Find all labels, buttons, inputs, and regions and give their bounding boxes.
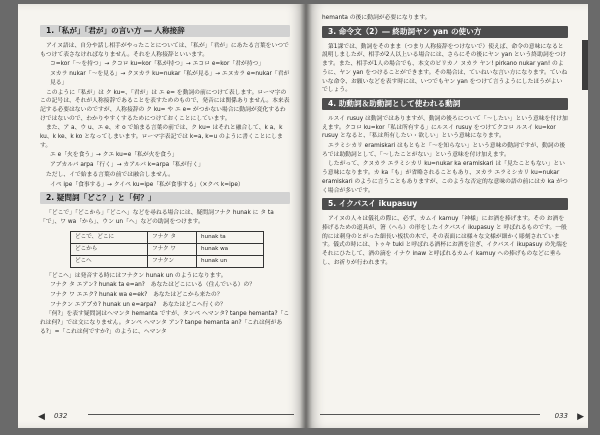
footer-rule	[88, 414, 294, 415]
section-heading-bar	[322, 98, 568, 110]
page-number: 032	[54, 412, 68, 420]
section-heading: 3. 命令文（2）― 終助詞ヤン yan の使い方	[328, 26, 482, 36]
paragraph: ルスイ rusuy は動詞ではありますが、動詞の後ろについて「～したい」という意味を付け加えます。クコロ ku=kor「私は所有する」にルスイ rusuy をつけてクコロ ルスイ ku=kor rusuy となると、「私は所有したい・欲しい」という意味になります。	[322, 115, 568, 140]
example-line: フナク ワ エエク? hunak wa e=ek? あなたはどこから来たの？	[50, 292, 223, 299]
left-page	[18, 4, 306, 428]
paragraph: アイヌの人々は儀礼の際に、必ず、カムイ kamuy「神様」にお酒を捧げます。その お酒を捧げるための道具が、箸（へら）の形をしたイクパスイ ikupasuy と 呼ばれるものです。一般的には刺身のとがった細長い板状の木で、その表面には様々な文様が細かく彫刻されています。儀式の時には、トゥキ tuki と呼ばれる酒杯にお酒を注ぎ、イクパスイ ikupasuy の先端をそれにひたして、酒の滴を イナウ inaw と呼ばれるカムイ kamuy への捧げものなどに垂らし、お祈りが行われます。	[322, 216, 568, 266]
question-word-table	[70, 231, 264, 268]
section-heading: 5. イクパスイ ikupasuy	[328, 199, 418, 209]
table-cell: フナク タ	[148, 231, 197, 243]
right-page	[306, 4, 588, 428]
thumb-index-tab	[582, 40, 588, 90]
paragraph: hemanta の後に動詞が必要になります。	[322, 15, 431, 21]
table-cell: どこから	[71, 243, 148, 255]
left-page-content	[40, 22, 290, 338]
footer-rule	[320, 414, 540, 415]
book-gutter-shadow	[300, 4, 312, 428]
table-cell: フナクン	[148, 255, 197, 267]
paragraph: ただし、イで始まる言葉の前では融合しません。	[46, 171, 174, 178]
table-cell: どこへ	[71, 255, 148, 267]
paragraph: エラミシカリ eramiskari はもともと「～を知らない」という意味の動詞ですが、動詞の後ろでは助動詞として、「～したことがない」という意味を付け加えます。	[322, 143, 566, 158]
example-line: エ e「火を食う」→ クエ ku=e「私が火を食う」	[50, 152, 178, 159]
section-heading-bar	[322, 26, 568, 38]
section-heading: 4. 助動詞＆助動詞として使われる動詞	[328, 98, 461, 108]
table-cell: フナク ワ	[148, 243, 197, 255]
table-row	[71, 255, 264, 267]
section-heading: 2. 疑問詞「どこ？」と「何？」	[46, 193, 156, 203]
table-cell: hunak wa	[197, 243, 264, 255]
page-number: 033	[554, 412, 568, 420]
table-row	[71, 231, 264, 243]
paragraph: 「どこで」「どこから」「どこへ」などを尋ねる場合には、疑問詞フナク hunak に タ ta「で」、ワ wa「から」、ウン un「へ」などの助詞をつけます。	[40, 210, 274, 225]
example-line: フナク タ エアン? hunak ta e=an? あなたはどこにいる（住んでいる）の？	[50, 282, 256, 289]
section-heading-bar	[40, 25, 290, 37]
table-row	[71, 243, 264, 255]
example-line: ヌカラ nukar「～を見る」→ クヌカラ ku=nukar「私が見る」→ エヌカラ e=nukar「君が見る」	[50, 71, 290, 86]
example-line: フナクン エアプカ? hunak un e=arpa? あなたはどこへ行くの？	[50, 301, 226, 308]
section-heading: 1.「私が」「君が」の言い方 ― 人称接辞	[46, 26, 185, 35]
section-heading-bar	[40, 192, 290, 204]
right-page-content	[322, 14, 568, 268]
table-cell: どこで、どこに	[71, 231, 148, 243]
paragraph: このように「私が」は ク ku=、「君が」は エ e= を動詞の前につけて表します。ローマ字のこの記号は、それが人称接辞であることを表すためのもので、発音には関係ありません。本来表記する必要はないのですが、人称接辞の ク ku= や エ e= がつかない場合に動詞が変化するわけではないので、わかりやすくするためにつけておくことにしています。	[40, 89, 290, 122]
paragraph: また、ア a、ウ u、エ e、オ o で始まる言葉の前では、ク ku= はそれと融合して、k a、k ku、k ke、k ko となってしまいます。ローマ字表記では k=a, k=u のように書くことにします。	[40, 125, 283, 149]
table-cell: hunak ta	[197, 231, 264, 243]
paragraph: 「どこへ」は発音する時にはフナクン hunak un のようになります。	[46, 272, 227, 279]
example-line: イペ ipe「食事する」→ クイペ ku=ipe「私が食事する」（×クペ k=ipe）	[50, 181, 244, 188]
example-line: コ=kor「～を持つ」→ クコロ ku=kor「私が持つ」→ エコロ e=kor「君が持つ」	[50, 61, 265, 68]
right-arrow-icon: ▶	[577, 412, 584, 422]
table-cell: hunak un	[197, 255, 264, 267]
paragraph: 第1課では、動詞をそのまま（つまり人称接辞をつけないで）使えば、命令の意味になると説明しましたが、相手が2人以上いる場合には、さらにその後にヤン yan という終助詞をつけます。また、相手が1人の場合でも、本文のピリカノ ヌカラ ヤン! pirkano nukar yan! のように、ヤン yan をつけることができます。その場合は、ていねいな言い方になります。ていねいな命令、お願いなどを表す時には、いつでもヤン yan をつけて言うようにしたほうがよいでしょう。	[322, 43, 568, 94]
paragraph: アイヌ語は、自分や話し相手がやったことについては、「私が」「君が」にあたる言葉をいつでもつけて表さなければなりません。それを人称接辞といいます。	[40, 43, 289, 58]
paragraph: したがって、クヌカラ エラミシカリ ku=nukar ka eramiskari は「見たこともない」という意味になります。カ ka「も」が省略されることもあり、ヌカラ エラミシカリ ku=nukar eramiskari のように言うこともありますが、このような否定的な意味の語の前にはカ ka がつく場合が多いです。	[322, 161, 568, 194]
section-heading-bar	[322, 198, 568, 210]
example-line: アプカルパ arpa「行く」→ カアルパ k=arpa「私が行く」	[50, 162, 204, 169]
left-arrow-icon: ◀	[38, 412, 45, 422]
paragraph: 「何?」を表す疑問詞はヘマンタ hemanta ですが、タンペ ヘマンタ? tanpe hemanta?「これは何?」では文になりません。タンペ ヘマンタ アン? tanpe hemanta an?「これは何がある?」=「これは何ですか?」のように、ヘマンタ	[40, 311, 290, 335]
